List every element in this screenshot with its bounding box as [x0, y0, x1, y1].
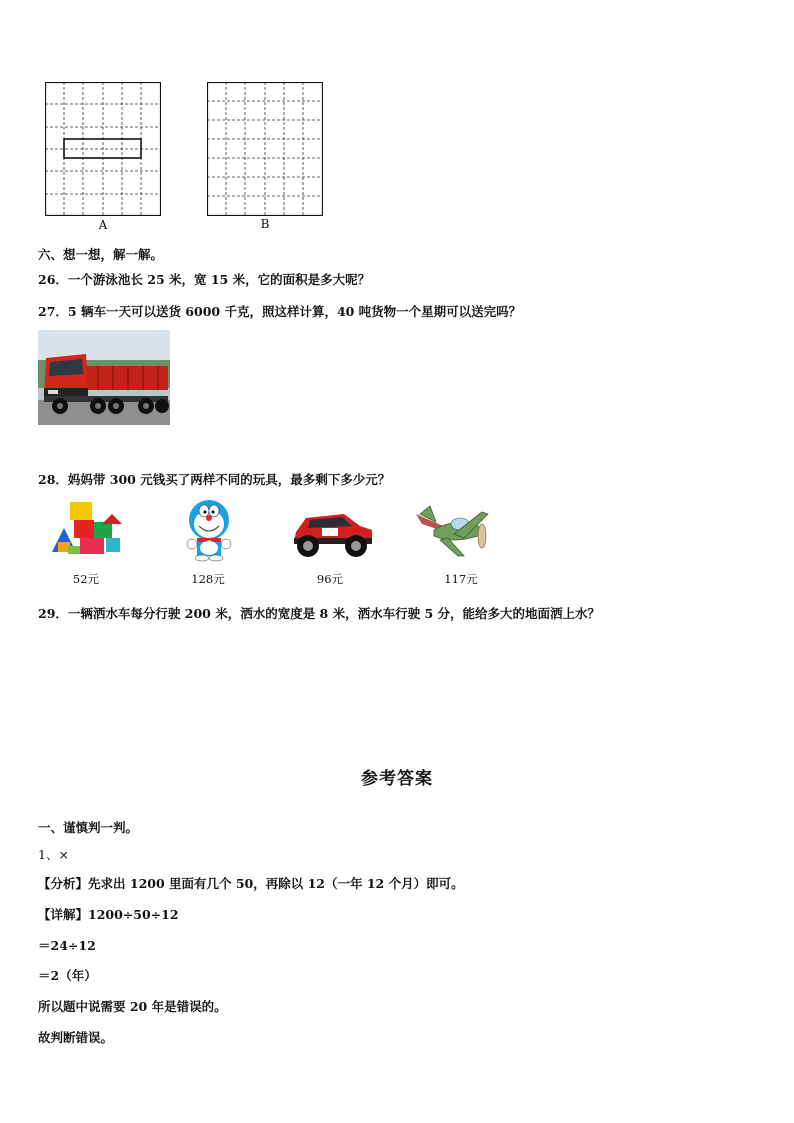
conclusion-1: 所以题中说需要 20 年是错误的。: [38, 999, 227, 1014]
conclusion-2: 故判断错误。: [38, 1030, 114, 1045]
analysis-line: [38, 874, 464, 892]
answers-section1-heading: 一、谨慎判一判。: [38, 820, 139, 835]
grid-b: [207, 82, 323, 216]
calc-step-1: ＝24÷12: [38, 938, 96, 953]
toy-price-doraemon: 128元: [191, 572, 225, 586]
toy-price-car: 96元: [316, 572, 344, 586]
question-26: 26．一个游泳池长 25 米，宽 15 米，它的面积是多大呢？: [38, 272, 371, 287]
detail-tag: 【详解】: [38, 907, 89, 922]
truck-image: [38, 330, 170, 425]
detail-text: 1200÷50÷12: [88, 907, 179, 922]
toy-price-blocks: 52元: [72, 572, 100, 586]
calc-step-2: ＝2（年）: [38, 968, 97, 983]
grid-b-label: B: [260, 217, 270, 231]
answers-title: 参考答案: [361, 769, 433, 789]
grid-a: [45, 82, 161, 216]
question-27: 27．5 辆车一天可以送货 6000 千克，照这样计算，40 吨货物一个星期可以送完吗？: [38, 304, 522, 319]
car-toy-image: [288, 504, 376, 558]
toy-price-plane: 117元: [444, 572, 478, 586]
question-28: 28．妈妈带 300 元钱买了两样不同的玩具，最多剩下多少元？: [38, 472, 391, 487]
section6-heading: 六、想一想，解一解。: [38, 247, 164, 262]
analysis-tag: 【分析】: [38, 876, 89, 891]
question-29: 29．一辆洒水车每分行驶 200 米，洒水的宽度是 8 米，洒水车行驶 5 分，能给多大的地面洒上水？: [38, 606, 600, 621]
analysis-text: 先求出 1200 里面有几个 50，再除以 12（一年 12 个月）即可。: [88, 876, 464, 891]
blocks-toy-image: [50, 500, 122, 558]
answer-item1-label: 1、×: [38, 847, 69, 862]
doraemon-toy-image: [183, 498, 235, 562]
grid-a-label: A: [98, 218, 108, 232]
detail-line: [38, 905, 179, 923]
plane-toy-image: [412, 500, 492, 560]
